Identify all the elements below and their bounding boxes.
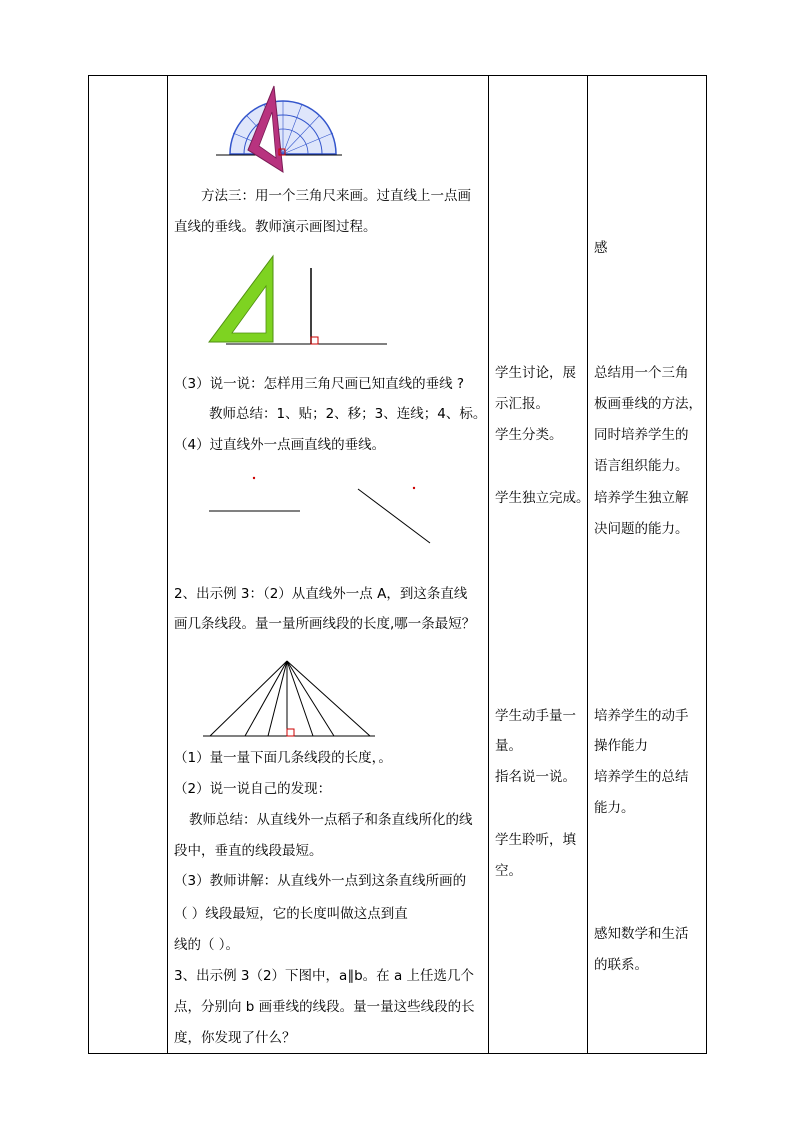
intent-life-line2: 的联系。	[594, 957, 648, 973]
teacher-explain-line2: （ ）线段最短，它的长度叫做这点到直	[174, 906, 408, 922]
intent-solve-line1: 培养学生独立解	[594, 490, 689, 506]
intent-handson-line2: 操作能力	[594, 738, 648, 754]
example3b-line1: 3、出示例 3（2）下图中，a∥b。在 a 上任选几个	[174, 968, 475, 984]
student-name-say: 指名说一说。	[495, 769, 576, 785]
example3-line2: 画几条线段。量一量所画线段的长度,哪一条最短？	[174, 616, 476, 632]
student-listen-line2: 空。	[495, 863, 522, 879]
method3-line2: 直线的垂线。教师演示画图过程。	[174, 219, 377, 235]
student-discuss-line1: 学生讨论，展	[495, 365, 576, 381]
teacher-explain-line1: （3）教师讲解：从直线外一点到这条直线所画的	[174, 873, 467, 889]
intent-summary-line1: 总结用一个三角	[594, 365, 689, 381]
method3-line1: 方法三：用一个三角尺来画。过直线上一点画	[201, 188, 471, 204]
intent-summary-line4: 语言组织能力。	[594, 458, 689, 474]
teacher-summary-2-line2: 段中，垂直的线段最短。	[174, 843, 323, 859]
say-discovery: （2）说一说自己的发现：	[174, 781, 332, 797]
q4-draw-perpendicular: （4）过直线外一点画直线的垂线。	[174, 437, 386, 453]
teacher-summary-2-line1: 教师总结：从直线外一点稻子和条直线所化的线	[189, 812, 473, 828]
intent-summary-line2: 板画垂线的方法，	[594, 396, 702, 412]
intent-summarize-line2: 能力。	[594, 800, 635, 816]
teacher-explain-line3: 线的（ ）。	[174, 937, 240, 953]
measure-segments: （1）量一量下面几条线段的长度，。	[174, 750, 392, 766]
example3-line1: 2、出示例 3：（2）从直线外一点 A，到这条直线	[174, 586, 468, 602]
student-classify: 学生分类。	[495, 427, 563, 443]
intent-summary-line3: 同时培养学生的	[594, 427, 689, 443]
example3b-line2: 点，分别向 b 画垂线的线段。量一量这些线段的长	[174, 999, 475, 1015]
teacher-summary-1: 教师总结：1、贴；2、移；3、连线；4、标。	[209, 406, 487, 422]
q3-say: （3）说一说：怎样用三角尺画已知直线的垂线 ?	[174, 376, 465, 392]
student-measure-line1: 学生动手量一	[495, 708, 576, 724]
intent-life-line1: 感知数学和生活	[594, 926, 689, 942]
student-listen-line1: 学生聆听，填	[495, 832, 576, 848]
student-measure-line2: 量。	[495, 738, 522, 754]
student-independent: 学生独立完成。	[495, 490, 590, 506]
student-discuss-line2: 示汇报。	[495, 396, 549, 412]
intent-summarize-line1: 培养学生的总结	[594, 769, 689, 785]
example3b-line3: 度，你发现了什么？	[174, 1030, 296, 1046]
intent-solve-line2: 决问题的能力。	[594, 521, 689, 537]
intent-feel: 感	[594, 240, 608, 256]
intent-handson-line1: 培养学生的动手	[594, 708, 689, 724]
